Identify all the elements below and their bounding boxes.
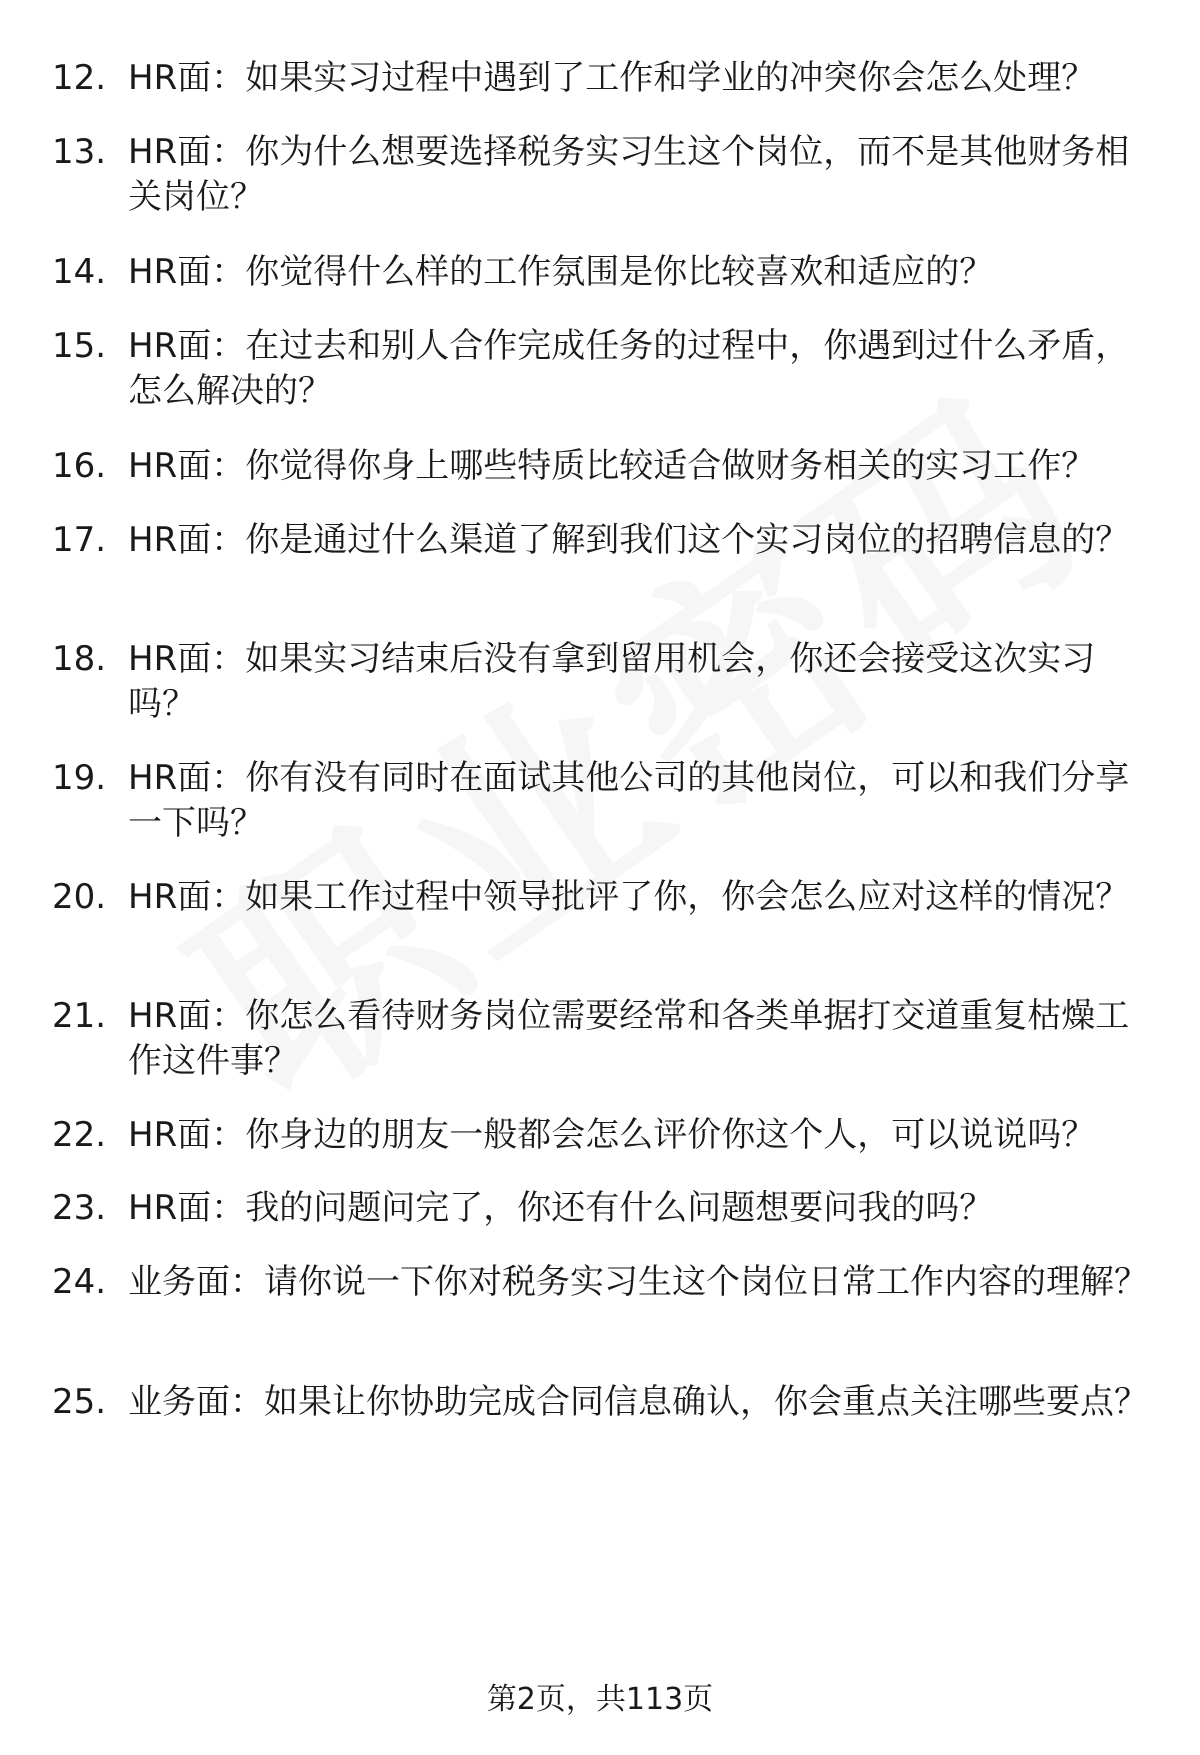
question-text: HR面：在过去和别人合作完成任务的过程中，你遇到过什么矛盾，怎么解决的？ (128, 326, 1130, 411)
question-text: HR面：如果实习过程中遇到了工作和学业的冲突你会怎么处理？ (128, 58, 1096, 98)
item-number: 19. (52, 758, 107, 798)
question-text: HR面：你怎么看待财务岗位需要经常和各类单据打交道重复枯燥工作这件事？ (128, 996, 1130, 1081)
item-number: 23. (52, 1188, 107, 1228)
item-number: 18. (52, 639, 107, 679)
item-number: 17. (52, 520, 107, 560)
question-text: 业务面：如果让你协助完成合同信息确认，你会重点关注哪些要点？ (128, 1382, 1148, 1422)
item-number: 25. (52, 1382, 107, 1422)
question-text: HR面：你为什么想要选择税务实习生这个岗位，而不是其他财务相关岗位？ (128, 132, 1130, 217)
item-number: 16. (52, 446, 107, 486)
question-text: HR面：你觉得什么样的工作氛围是你比较喜欢和适应的？ (128, 252, 994, 292)
question-text: 业务面：请你说一下你对税务实习生这个岗位日常工作内容的理解？ (128, 1262, 1148, 1302)
item-number: 24. (52, 1262, 107, 1302)
item-number: 14. (52, 252, 107, 292)
item-number: 15. (52, 326, 107, 366)
item-number: 20. (52, 877, 107, 917)
item-number: 22. (52, 1115, 107, 1155)
question-text: HR面：你有没有同时在面试其他公司的其他岗位，可以和我们分享一下吗？ (128, 758, 1130, 843)
item-number: 12. (52, 58, 107, 98)
question-text: HR面：如果实习结束后没有拿到留用机会，你还会接受这次实习吗？ (128, 639, 1096, 724)
item-number: 13. (52, 132, 107, 172)
question-text: HR面：你是通过什么渠道了解到我们这个实习岗位的招聘信息的？ (128, 520, 1130, 560)
question-text: HR面：我的问题问完了，你还有什么问题想要问我的吗？ (128, 1188, 994, 1228)
item-number: 21. (52, 996, 107, 1036)
page-footer: 第2页，共113页 (486, 1682, 714, 1717)
question-text: HR面：如果工作过程中领导批评了你，你会怎么应对这样的情况？ (128, 877, 1130, 917)
question-text: HR面：你觉得你身上哪些特质比较适合做财务相关的实习工作？ (128, 446, 1096, 486)
question-text: HR面：你身边的朋友一般都会怎么评价你这个人，可以说说吗？ (128, 1115, 1096, 1155)
